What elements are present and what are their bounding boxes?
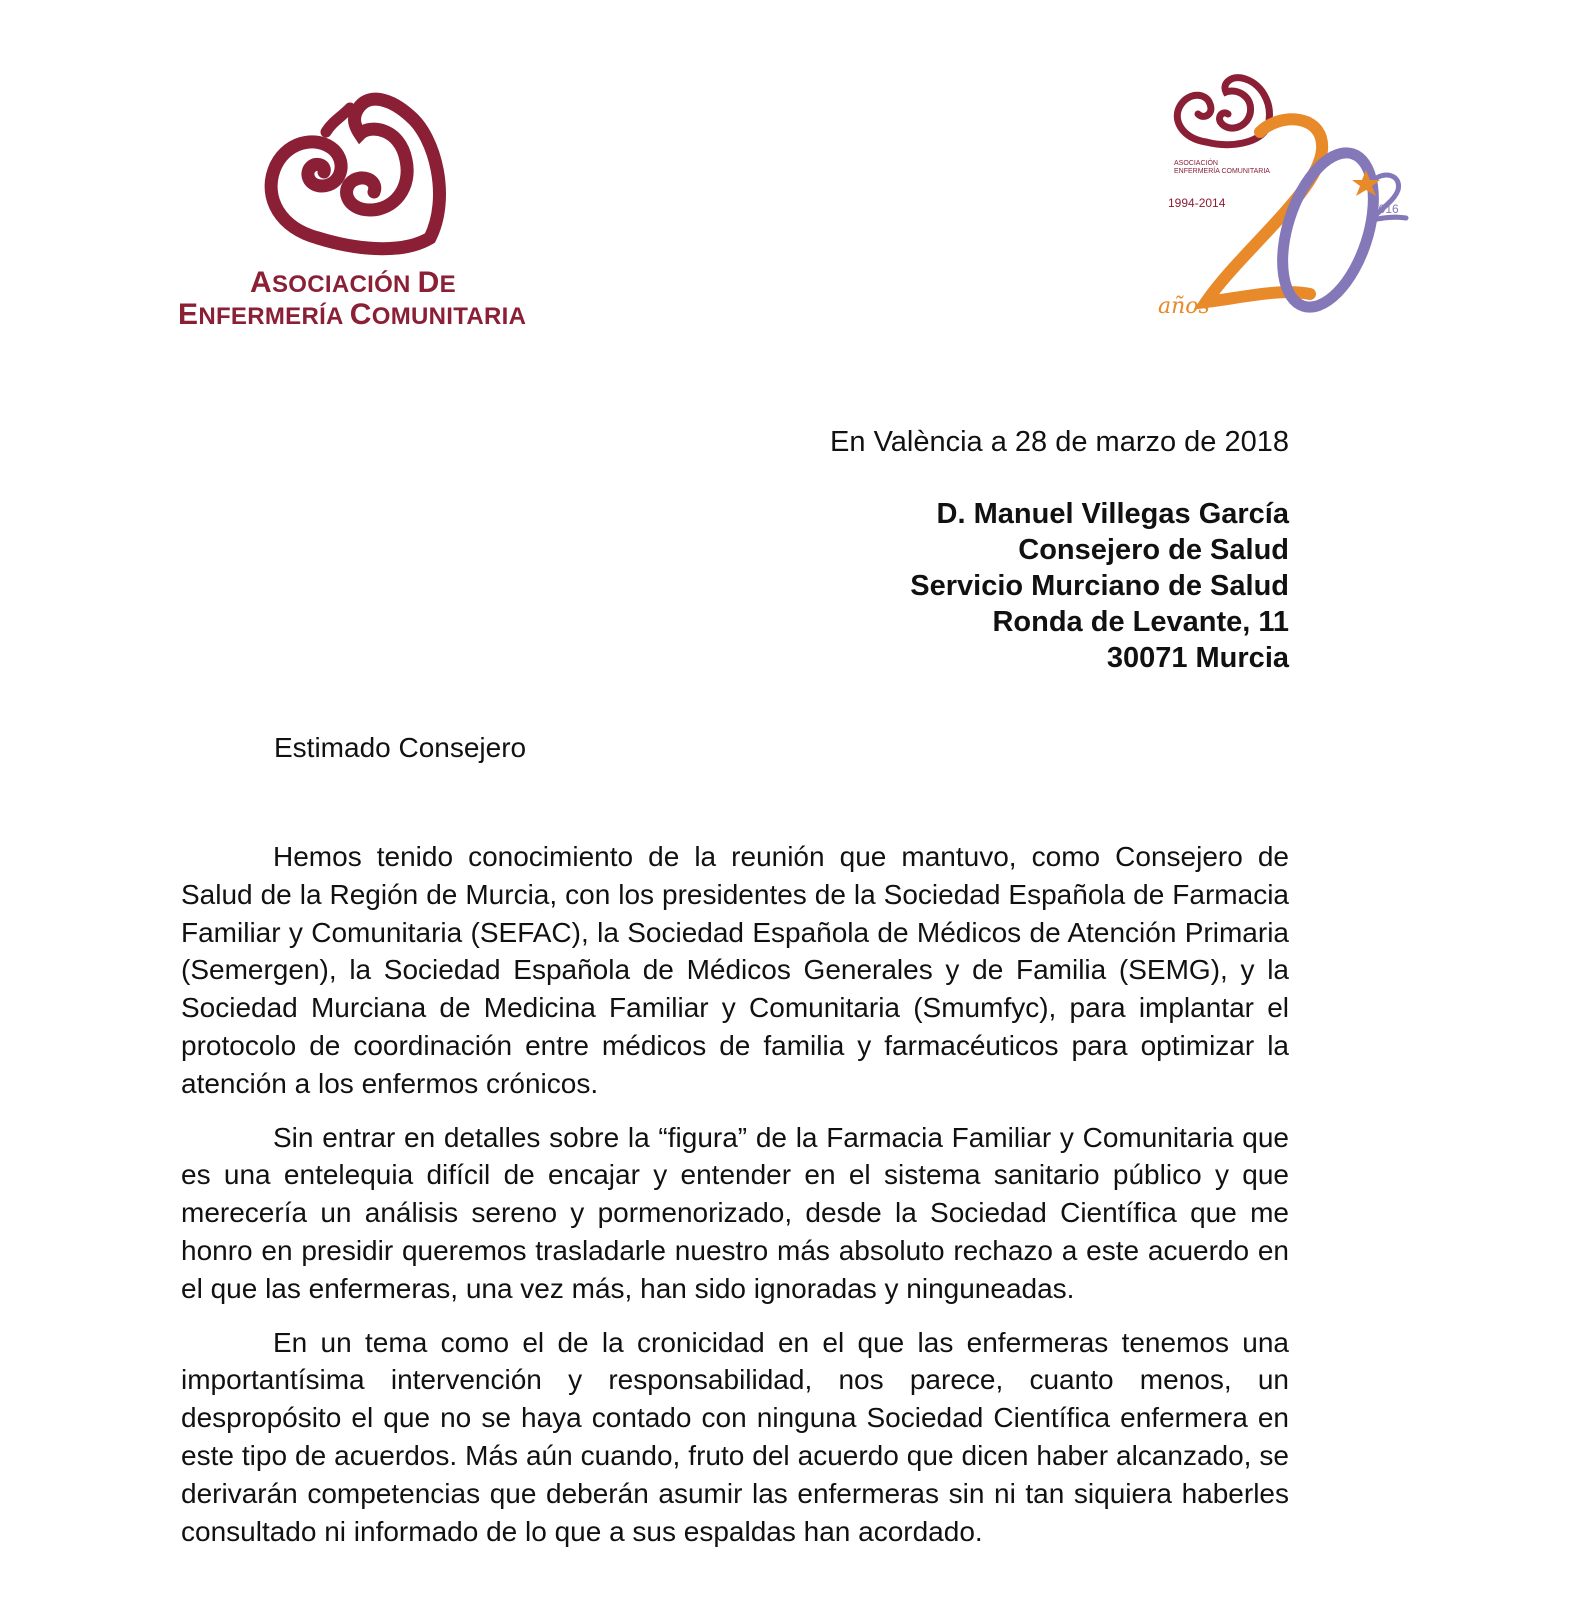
recipient-block (910, 496, 1289, 676)
recipient-position: Consejero de Salud (1018, 534, 1289, 566)
recipient-name: D. Manuel Villegas García (936, 498, 1289, 530)
anos-label: años (1158, 294, 1210, 319)
years-range-label: 1994-2014 (1168, 196, 1226, 210)
spiral-heart-icon (260, 88, 450, 258)
anniversary-emblem-icon (1110, 62, 1430, 332)
org-name-line2: ENFERMERÍA COMUNITARIA (178, 298, 527, 331)
recipient-organization: Servicio Murciano de Salud (910, 570, 1289, 602)
org-logo (178, 88, 538, 338)
body-paragraph-3: En un tema como el de la cronicidad en el que las enfermeras tenemos una importantísima intervención y responsabilidad, nos parece, cuanto menos, un despropósito el que no se haya contado con ninguna Sociedad Científica enfermera en este tipo de acuerdos. Más aún cuando, fruto del acuerdo que dicen haber alcanzado, se derivarán competencias que deberán asumir las enfermeras sin ni tan siquiera haberles consultado ni informado de lo que a sus espaldas han acordado. (181, 1326, 1289, 1547)
letter-date: En València a 28 de marzo de 2018 (830, 426, 1289, 458)
salutation: Estimado Consejero (274, 732, 527, 763)
body-paragraph-2: Sin entrar en detalles sobre la “figura” de la Farmacia Familiar y Comunitaria que es una entelequia difícil de encajar y entender en el sistema sanitario público y que merecería un análisis sereno y pormenorizado, desde la Sociedad Científica que me honro en presidir queremos trasladarle nuestro más absoluto rechazo a este acuerdo en el que las enfermeras, una vez más, han sido ignoradas y ninguneadas. (181, 1121, 1289, 1304)
anniversary-logo (1110, 62, 1430, 332)
current-year-label: 2016 (1372, 202, 1399, 216)
recipient-street: Ronda de Levante, 11 (992, 606, 1289, 638)
org-name-line1: ASOCIACIÓN DE (250, 266, 456, 299)
anniversary-org-line2: ENFERMERÍA COMUNITARIA (1174, 168, 1270, 175)
body-paragraph-1: Hemos tenido conocimiento de la reunión que mantuvo, como Consejero de Salud de la Región de Murcia, con los presidentes de la Sociedad Española de Farmacia Familiar y Comunitaria (SEFAC), la Sociedad Española de Médicos de Atención Primaria (Semergen), la Sociedad Española de Médicos Generales y de Familia (SEMG), y la Sociedad Murciana de Medicina Familiar y Comunitaria (Smumfyc), para implantar el protocolo de coordinación entre médicos de familia y farmacéuticos para optimizar la atención a los enfermos crónicos. (181, 841, 1289, 1099)
letter-body (181, 838, 1289, 1566)
recipient-city: 30071 Murcia (1106, 642, 1289, 674)
anniversary-org-line1: ASOCIACIÓN (1174, 160, 1218, 167)
